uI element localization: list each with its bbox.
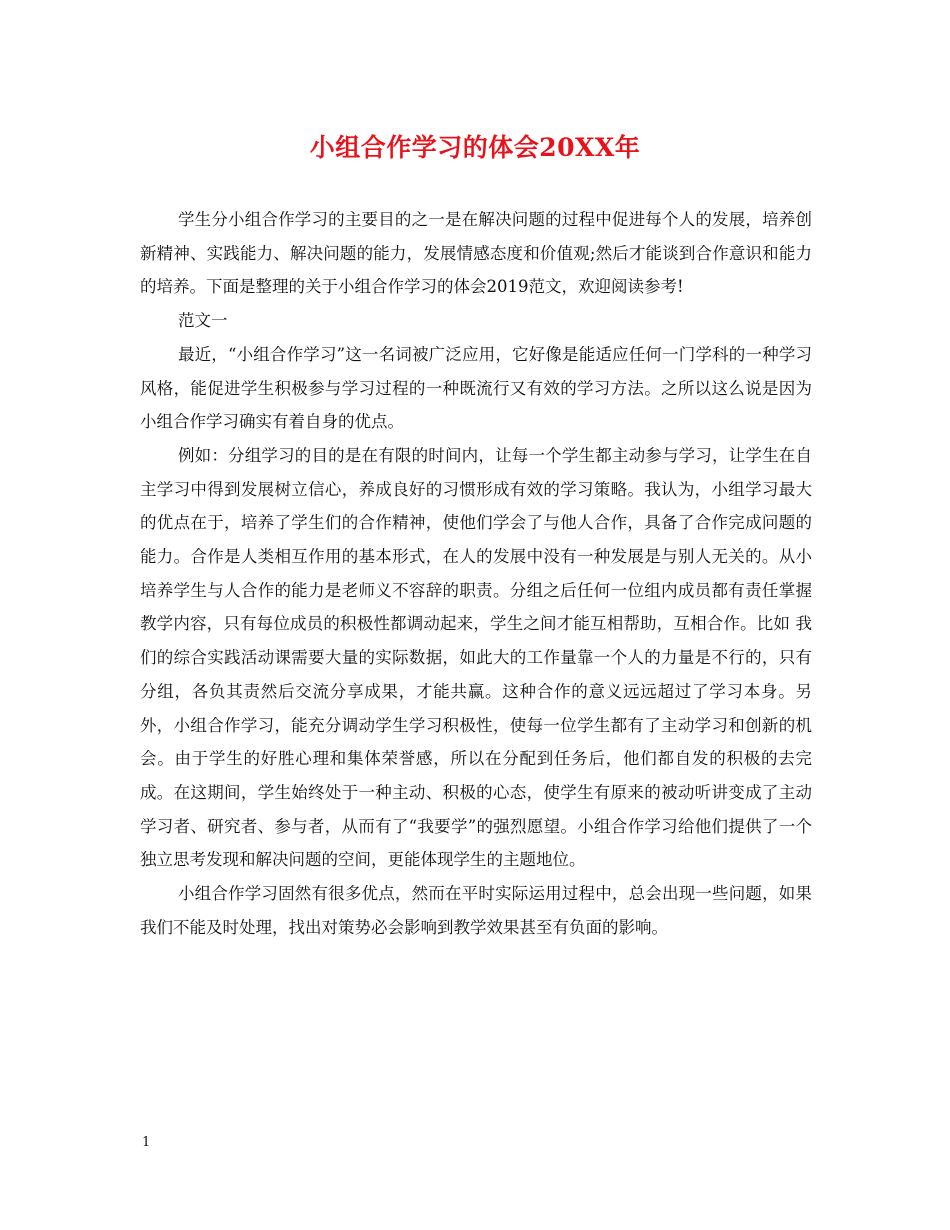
paragraph-problems: 小组合作学习固然有很多优点，然而在平时实际运用过程中，总会出现一些问题，如果我们不能及时处理，找出对策势必会影响到教学效果甚至有负面的影响。 [140, 884, 812, 937]
paragraph-recently: 最近，“小组合作学习”这一名词被广泛应用，它好像是能适应任何一门学科的一种学习风格，能促进学生积极参与学习过程的一种既流行又有效的学习方法。之所以这么说是因为小组合作学习确实有着自身的优点。 [140, 344, 812, 432]
paragraph-heading-sample-one: 范文一 [177, 311, 228, 331]
document-body [140, 203, 812, 944]
document-title: 小组合作学习的体会20XX年 [309, 133, 641, 162]
page-number: 1 [142, 1135, 151, 1150]
paragraph-example: 例如：分组学习的目的是在有限的时间内，让每一个学生都主动参与学习，让学生在自主学习中得到发展树立信心，养成良好的习惯形成有效的学习策略。我认为，小组学习最大的优点在于，培养了学生们的合作精神，使他们学会了与他人合作，具备了合作完成问题的能力。合作是人类相互作用的基本形式，在人的发展中没有一种发展是与别人无关的。从小培养学生与人合作的能力是老师义不容辞的职责。分组之后任何一位组内成员都有责任掌握教学内容，只有每位成员的积极性都调动起来，学生之间才能互相帮助，互相合作。比如 我们的综合实践活动课需要大量的实际数据，如此大的工作量靠一个人的力量是不行的，只有分组，各负其责然后交流分享成果，才能共赢。这种合作的意义远远超过了学习本身。另外，小组合作学习，能充分调动学生学习积极性，使每一位学生都有了主动学习和创新的机会。由于学生的好胜心理和集体荣誉感，所以在分配到任务后，他们都自发的积极的去完成。在这期间，学生始终处于一种主动、积极的心态，使学生有原来的被动听讲变成了主动学习者、研究者、参与者，从而有了“我要学”的强烈愿望。小组合作学习给他们提供了一个独立思考发现和解决问题的空间，更能体现学生的主题地位。 [140, 445, 812, 870]
paragraph-intro: 学生分小组合作学习的主要目的之一是在解决问题的过程中促进每个人的发展，培养创新精神、实践能力、解决问题的能力，发展情感态度和价值观;然后才能谈到合作意识和能力的培养。下面是整理的关于小组合作学习的体会2019范文，欢迎阅读参考! [140, 210, 812, 297]
